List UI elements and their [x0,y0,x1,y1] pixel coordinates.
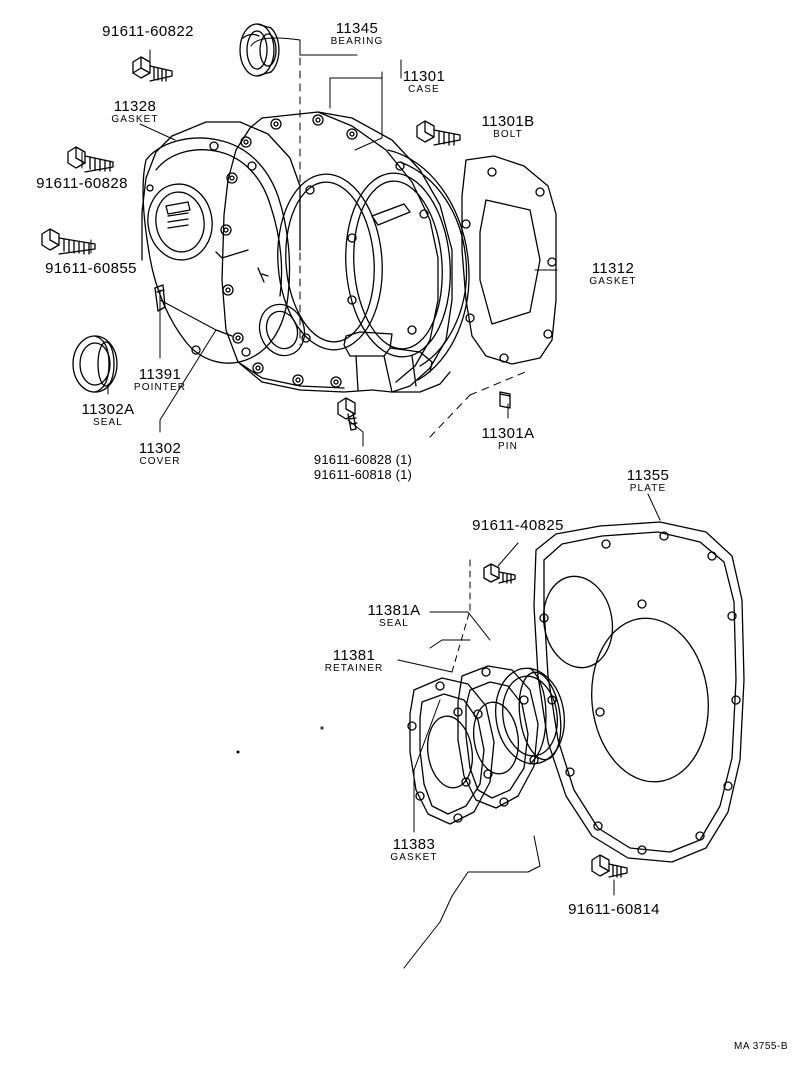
part-number: 91611-40825 [472,517,564,534]
label-11301A-pin [458,426,558,452]
part-name: BEARING [330,36,384,47]
label-91611-60822 [88,24,208,39]
label-11301-case [374,69,474,95]
label-11381A-seal [344,603,444,629]
part-number: 11328 [113,98,157,115]
label-11328-gasket [85,99,185,125]
label-11355-plate [598,468,698,494]
part-name: GASKET [390,852,438,863]
timing-gear-case-11301 [221,112,469,392]
part-name: SEAL [379,618,409,629]
part-number: 91611-60822 [102,23,194,40]
label-11391-pointer [110,367,210,393]
part-name: GASKET [111,114,159,125]
part-number: 11301 [402,68,446,85]
label-11312-gasket [563,261,663,287]
part-name: GASKET [589,276,637,287]
part-number: 11355 [626,467,670,484]
part-name: RETAINER [324,663,384,674]
part-number: 91611-60828 (1) [313,452,413,467]
part-number: 11383 [392,836,436,853]
label-11383-gasket [364,837,464,863]
bolt-91611-60822 [133,57,172,81]
part-number: 11301A [481,425,535,442]
bolt-11301B [417,121,460,145]
part-number: 91611-60814 [568,901,660,918]
part-name: PLATE [629,483,667,494]
part-number: 91611-60828 [36,175,128,192]
bolt-91611-60855 [42,229,95,254]
part-name: CASE [408,84,440,95]
part-number: 11381A [367,602,421,619]
bolt-91611-60828-left [68,147,113,172]
rear-end-plate-11355 [534,522,744,862]
drawing-code: MA 3755-B [734,1041,788,1052]
label-11381-retainer [299,648,409,674]
assembly-marks [237,727,323,753]
part-name: SEAL [93,417,123,428]
part-number: 11381 [332,647,376,664]
part-name: BOLT [493,129,523,140]
retainer-11381 [454,666,538,808]
label-91611-40825 [458,518,578,533]
label-91611-60818-center [293,468,433,481]
part-number: 91611-60855 [45,260,137,277]
bolt-91611-60814 [592,855,627,877]
label-11302A-seal [58,402,158,428]
part-number: 11301B [481,113,535,130]
label-91611-60828-center [293,453,433,466]
gasket-11312 [462,156,556,364]
timing-gear-cover-11302 [143,138,290,363]
label-91611-60814 [554,902,674,917]
part-number: 11345 [335,20,379,37]
part-number: 11391 [138,366,182,383]
part-name: COVER [139,456,181,467]
part-name: POINTER [133,382,187,393]
part-number: 11302 [138,440,182,457]
seal-11381A [490,664,571,769]
part-number: 91611-60818 (1) [313,467,413,482]
bolt-91611-40825 [484,564,515,583]
label-11345-bearing [307,21,407,47]
part-name: PIN [498,441,518,452]
part-number: 11312 [591,260,635,277]
label-11302-cover [110,441,210,467]
bearing-11345 [240,24,279,76]
label-91611-60828-left [22,176,142,191]
label-11301B-bolt [458,114,558,140]
part-number: 11302A [81,401,135,418]
label-91611-60855 [31,261,151,276]
